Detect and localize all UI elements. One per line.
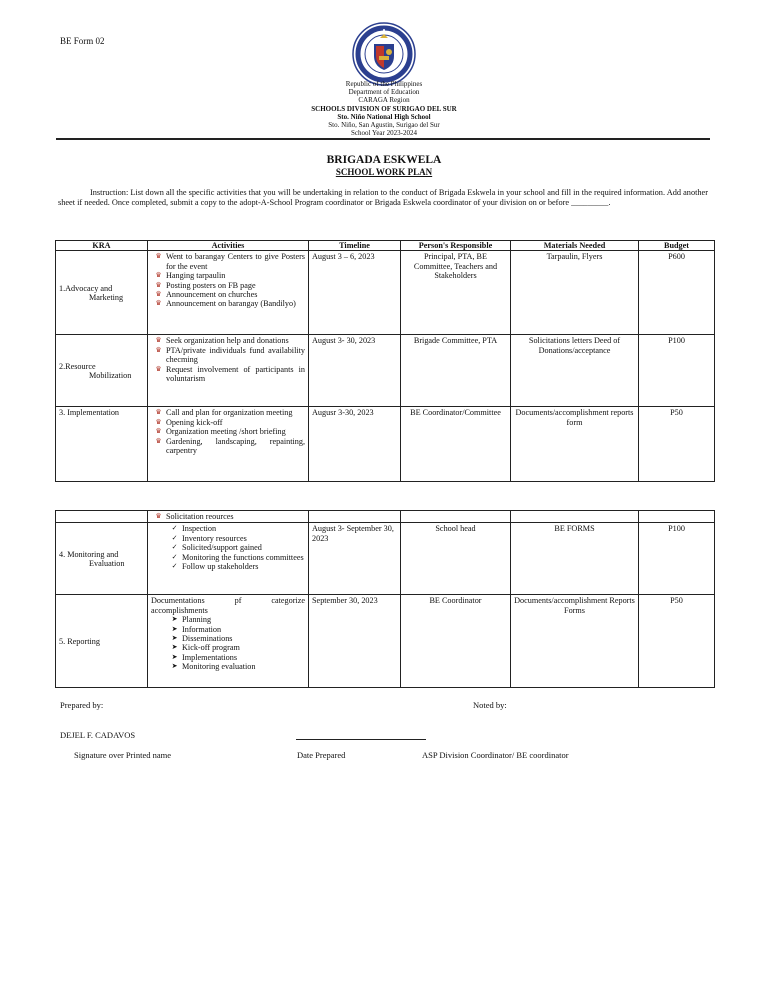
budget-cell: P100 (639, 335, 715, 407)
persons-cell: BE Coordinator (401, 595, 511, 688)
header-divider (56, 138, 710, 140)
flag-bullet-icon: ♛ (155, 436, 162, 445)
list-item: ➤ Implementations (167, 653, 305, 662)
activities-cell (148, 407, 309, 482)
timeline-cell (309, 511, 401, 523)
materials-cell (511, 511, 639, 523)
column-header: Timeline (309, 241, 401, 251)
kra-cell: 1.Advocacy and Marketing (56, 251, 148, 335)
school-year: School Year 2023-2024 (351, 129, 417, 138)
timeline-cell: August 3- September 30, 2023 (309, 523, 401, 595)
school-name: Sto. Niño National High School (337, 112, 431, 121)
list-item: ✓ Follow up stakeholders (167, 562, 305, 571)
checkmark-icon: ✓ (171, 552, 178, 561)
materials-cell: Documents/accomplishment Reports Forms (511, 595, 639, 688)
column-header: Person's Responsible (401, 241, 511, 251)
table-row (56, 595, 715, 688)
flag-bullet-icon: ♛ (155, 417, 162, 426)
arrow-bullet-icon: ➤ (171, 662, 178, 671)
flag-bullet-icon: ♛ (155, 290, 162, 299)
table-row (56, 251, 715, 335)
activities-cell (148, 595, 309, 688)
activities-cell (148, 335, 309, 407)
persons-cell (401, 511, 511, 523)
signature-label: Signature over Printed name (74, 750, 172, 760)
table-row (56, 511, 715, 523)
list-item: ➤ Monitoring evaluation (167, 662, 305, 671)
list-item: ✓ Inventory resources (167, 534, 305, 543)
deped-seal-icon (352, 22, 416, 86)
list-item: ♛ Went to barangay Centers to give Posters for the event (151, 252, 305, 271)
activities-cell (148, 251, 309, 335)
work-plan-table-continued (55, 510, 715, 688)
kra-cell: 4. Monitoring and Evaluation (56, 523, 148, 595)
flag-bullet-icon: ♛ (155, 364, 162, 373)
list-item: ♛ Opening kick-off (151, 418, 305, 427)
header-line: Republic of the Philippines (345, 80, 423, 88)
flag-bullet-icon: ♛ (155, 271, 162, 280)
division-name: SCHOOLS DIVISION OF SURIGAO DEL SUR (311, 104, 457, 113)
materials-cell: Solicitations letters Deed of Donations/acceptance (511, 335, 639, 407)
list-item: ♛ Seek organization help and donations (151, 336, 305, 345)
flag-bullet-icon: ♛ (155, 427, 162, 436)
letterhead (184, 80, 584, 137)
flag-bullet-icon: ♛ (155, 299, 162, 308)
persons-cell: School head (401, 523, 511, 595)
checkmark-icon: ✓ (171, 533, 178, 542)
list-item: ➤ Kick-off program (167, 643, 305, 652)
page-subtitle: SCHOOL WORK PLAN (335, 167, 433, 177)
list-item: ♛ Announcement on churches (151, 290, 305, 299)
timeline-cell: August 3- 30, 2023 (309, 335, 401, 407)
list-item: ♛ Request involvement of participants in voluntarism (151, 365, 305, 384)
checkmark-icon: ✓ (171, 524, 178, 533)
header-line: Department of Education (348, 88, 420, 97)
list-item: ♛ Announcement on barangay (Bandilyo) (151, 299, 305, 308)
flag-bullet-icon: ♛ (155, 280, 162, 289)
budget-cell: P600 (639, 251, 715, 335)
arrow-bullet-icon: ➤ (171, 643, 178, 652)
instruction-text: Instruction: List down all the specific activities that you will be undertaking in relation to the conduct of Brigada Eskwela in your school and fill in the required information. Add another sheet if needed. Once completed, submit a copy to the adopt-A-School Program coordinator or Brigada Eskwela coordinator of your division on or before _________. (58, 188, 708, 207)
flag-bullet-icon: ♛ (155, 408, 162, 417)
coordinator-label: ASP Division Coordinator/ BE coordinator (422, 750, 569, 760)
activities-cell (148, 523, 309, 595)
list-item: ♛ Solicitation reources (151, 512, 305, 521)
persons-cell: BE Coordinator/Committee (401, 407, 511, 482)
list-item: ♛ Hanging tarpaulin (151, 271, 305, 280)
date-prepared-label: Date Prepared (297, 750, 346, 760)
materials-cell: BE FORMS (511, 523, 639, 595)
flag-bullet-icon: ♛ (155, 336, 162, 345)
noted-by-label: Noted by: (473, 700, 507, 710)
budget-cell (639, 511, 715, 523)
column-header: Materials Needed (511, 241, 639, 251)
arrow-bullet-icon: ➤ (171, 634, 178, 643)
flag-bullet-icon: ♛ (155, 252, 162, 261)
activities-cell (148, 511, 309, 523)
form-code: BE Form 02 (60, 36, 105, 46)
list-item: ➤ Information (167, 625, 305, 634)
timeline-cell: Augusr 3-30, 2023 (309, 407, 401, 482)
flag-bullet-icon: ♛ (155, 345, 162, 354)
kra-cell: 3. Implementation (56, 407, 148, 482)
column-header: Budget (639, 241, 715, 251)
list-item: ♛ Organization meeting /short briefing (151, 427, 305, 436)
reporting-lead-text: Documentations pf categorize accomplishments (151, 596, 305, 615)
list-item: ♛ Gardening, landscaping, repainting, carpentry (151, 437, 305, 456)
prepared-by-label: Prepared by: (60, 700, 104, 710)
table-header-row (56, 241, 715, 251)
work-plan-table (55, 240, 715, 482)
page-title: BRIGADA ESKWELA (326, 154, 442, 166)
list-item: ✓ Monitoring the functions committees (167, 553, 305, 562)
persons-cell: Principal, PTA, BE Committee, Teachers and Stakeholders (401, 251, 511, 335)
preparer-name: DEJEL F. CADAVOS (60, 730, 136, 740)
table-row (56, 407, 715, 482)
checkmark-icon: ✓ (171, 562, 178, 571)
arrow-bullet-icon: ➤ (171, 615, 178, 624)
materials-cell: Tarpaulin, Flyers (511, 251, 639, 335)
materials-cell: Documents/accomplishment reports form (511, 407, 639, 482)
timeline-cell: September 30, 2023 (309, 595, 401, 688)
table-row (56, 335, 715, 407)
persons-cell: Brigade Committee, PTA (401, 335, 511, 407)
checkmark-icon: ✓ (171, 543, 178, 552)
school-address: Sto. Niño, San Agustin, Surigao del Sur (328, 121, 440, 130)
table-row (56, 523, 715, 595)
budget-cell: P50 (639, 407, 715, 482)
flag-bullet-icon: ♛ (155, 512, 162, 520)
header-line: CARAGA Region (358, 96, 410, 105)
list-item: ➤ Planning (167, 615, 305, 624)
date-signature-line (296, 739, 426, 740)
list-item: ♛ Posting posters on FB page (151, 281, 305, 290)
column-header: KRA (56, 241, 148, 251)
list-item: ✓ Solicited/support gained (167, 543, 305, 552)
kra-cell: 5. Reporting (56, 595, 148, 688)
list-item: ✓ Inspection (167, 524, 305, 533)
timeline-cell: August 3 – 6, 2023 (309, 251, 401, 335)
kra-cell: 2.Resource Mobilization (56, 335, 148, 407)
budget-cell: P100 (639, 523, 715, 595)
kra-cell (56, 511, 148, 523)
list-item: ♛ Call and plan for organization meeting (151, 408, 305, 417)
list-item: ➤ Disseminations (167, 634, 305, 643)
arrow-bullet-icon: ➤ (171, 624, 178, 633)
arrow-bullet-icon: ➤ (171, 652, 178, 661)
list-item: ♛ PTA/private individuals fund availability checming (151, 346, 305, 365)
column-header: Activities (148, 241, 309, 251)
budget-cell: P50 (639, 595, 715, 688)
